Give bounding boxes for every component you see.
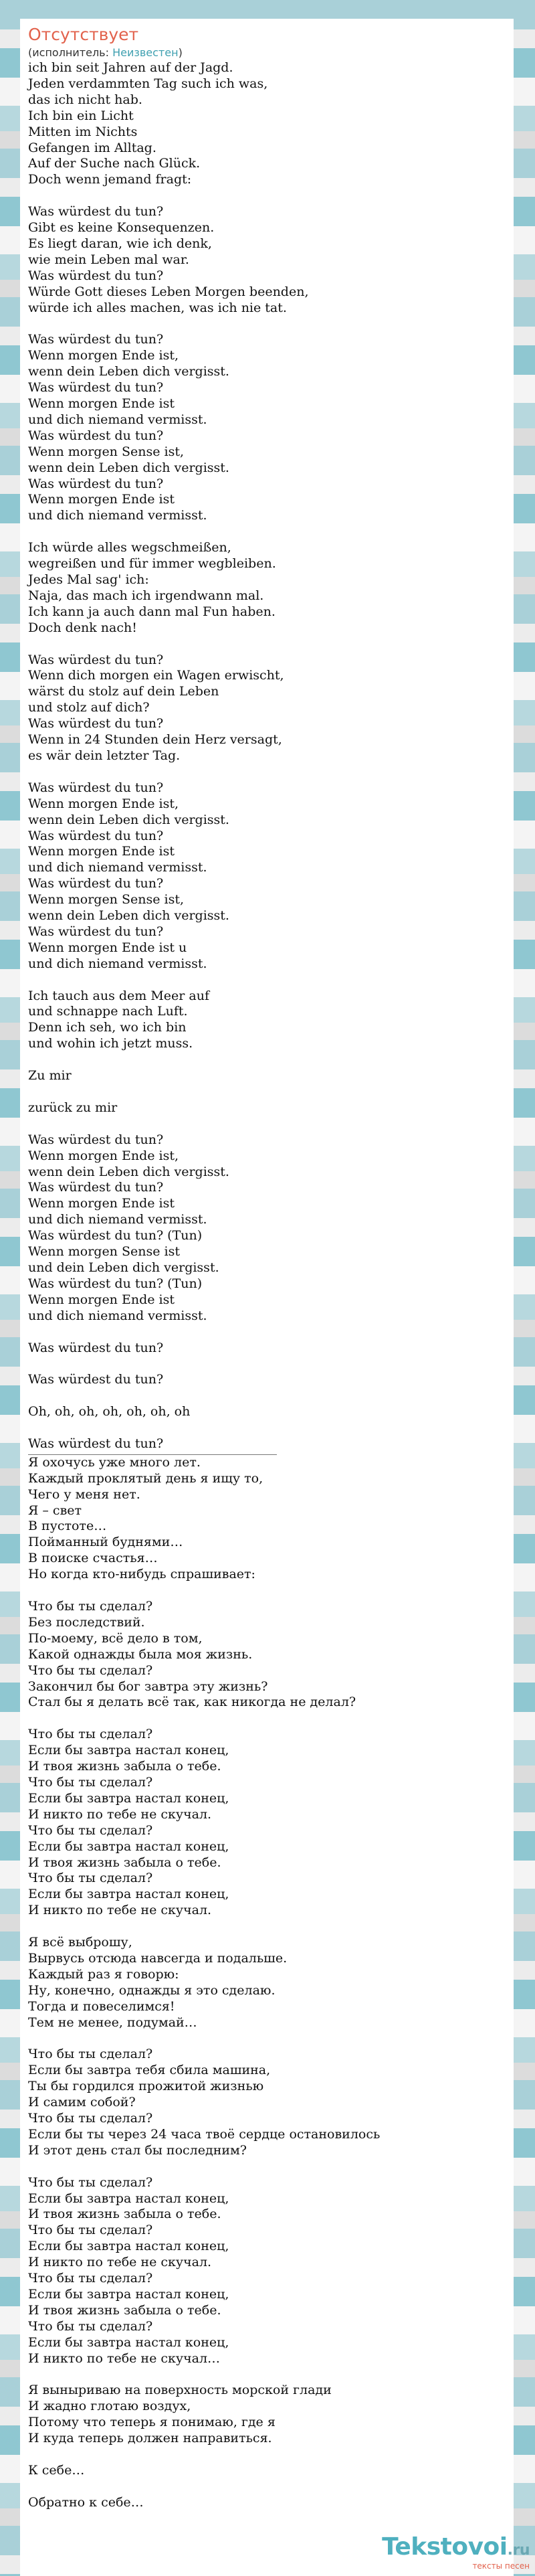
performer-line xyxy=(28,46,510,60)
song-title: Отсутствует xyxy=(28,25,139,44)
performer-close: ) xyxy=(178,46,183,59)
logo-name: Tekstovoi xyxy=(382,2533,508,2561)
logo-wordmark xyxy=(382,2535,530,2563)
performer-label: (исполнитель: xyxy=(28,46,113,59)
logo-tld: .ru xyxy=(507,2542,530,2559)
logo-tagline: тексты песен xyxy=(472,2561,530,2571)
site-logo[interactable] xyxy=(382,2535,530,2571)
lyrics-card xyxy=(20,19,514,2576)
performer-link[interactable]: Неизвестен xyxy=(112,46,179,59)
lyrics-translation: Я охочусь уже много лет. Каждый проклятый день я ищу то, Чего у меня нет. Я – свет В пустоте… Пойманный буднями… В поиске счастья… Но когда кто-нибудь спрашивает: Что бы ты сделал? Без последствий. По-моему, всё дело в том, Какой однажды была моя жизнь. Что бы ты сделал? Закончил бы бог завтра эту жизнь? Стал бы я делать всё так, как никогда не делал? Что бы ты сделал? Если бы завтра настал конец, И твоя жизнь забыла о тебе. Что бы ты сделал? Если бы завтра настал конец, И никто по тебе не скучал. Что бы ты сделал? Если бы завтра настал конец, И твоя жизнь забыла о тебе. Что бы ты сделал? Если бы завтра настал конец, И никто по тебе не скучал. Я всё выброшу, Вырвусь отсюда навсегда и подальше. Каждый раз я говорю: Ну, конечно, однажды я это сделаю. Тогда и повеселимся! Тем не менее, подумай… Что бы ты сделал? Если бы завтра тебя сбила машина, Ты бы гордился прожитой жизнью И самим собой? Что бы ты сделал? Если бы ты через 24 часа твоё сердце остановилось И этот день стал бы последним? Что бы ты сделал? Если бы завтра настал конец, И твоя жизнь забыла о тебе. Что бы ты сделал? Если бы завтра настал конец, И никто по тебе не скучал. Что бы ты сделал? Если бы завтра настал конец, И твоя жизнь забыла о тебе. Что бы ты сделал? Если бы завтра настал конец, И никто по тебе не скучал… Я выныриваю на поверхность морской глади И жадно глотаю воздух, Потому что теперь я понимаю, где я И куда теперь должен направиться. К себе… Обратно к себе… xyxy=(28,1454,381,2510)
lyrics-original: ich bin seit Jahren auf der Jagd. Jeden verdammten Tag such ich was, das ich nicht hab. Ich bin ein Licht Mitten im Nichts Gefangen im Alltag. Auf der Suche nach Glück. Doch wenn jemand fragt: Was würdest du tun? Gibt es keine Konsequenzen. Es liegt daran, wie ich denk, wie mein Leben mal war. Was würdest du tun? Würde Gott dieses Leben Morgen beenden, würde ich alles machen, was ich nie tat. Was würdest du tun? Wenn morgen Ende ist, wenn dein Leben dich vergisst. Was würdest du tun? Wenn morgen Ende ist und dich niemand vermisst. Was würdest du tun? Wenn morgen Sense ist, wenn dein Leben dich vergisst. Was würdest du tun? Wenn morgen Ende ist und dich niemand vermisst. Ich würde alles wegschmeißen, wegreißen und für immer wegbleiben. Jedes Mal sag' ich: Naja, das mach ich irgendwann mal. Ich kann ja auch dann mal Fun haben. Doch denk nach! Was würdest du tun? Wenn dich morgen ein Wagen erwischt, wärst du stolz auf dein Leben und stolz auf dich? Was würdest du tun? Wenn in 24 Stunden dein Herz versagt, es wär dein letzter Tag. Was würdest du tun? Wenn morgen Ende ist, wenn dein Leben dich vergisst. Was würdest du tun? Wenn morgen Ende ist und dich niemand vermisst. Was würdest du tun? Wenn morgen Sense ist, wenn dein Leben dich vergisst. Was würdest du tun? Wenn morgen Ende ist u und dich niemand vermisst. Ich tauch aus dem Meer auf und schnappe nach Luft. Denn ich seh, wo ich bin und wohin ich jetzt muss. Zu mir zurück zu mir Was würdest du tun? Wenn morgen Ende ist, wenn dein Leben dich vergisst. Was würdest du tun? Wenn morgen Ende ist und dich niemand vermisst. Was würdest du tun? (Tun) Wenn morgen Sense ist und dein Leben dich vergisst. Was würdest du tun? (Tun) Wenn morgen Ende ist und dich niemand vermisst. Was würdest du tun? Was würdest du tun? Oh, oh, oh, oh, oh, oh, oh Was würdest du tun? xyxy=(28,60,309,1451)
